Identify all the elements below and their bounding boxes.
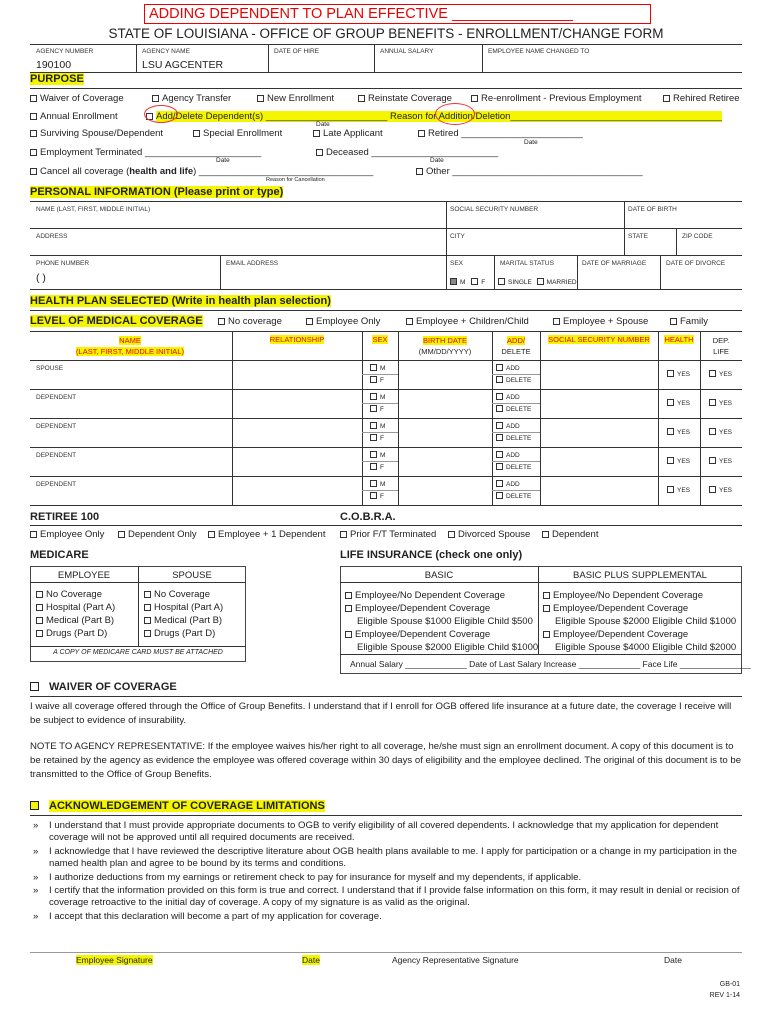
agency-name-label: AGENCY NAME: [142, 48, 190, 55]
health-yes-checkbox[interactable]: YES: [667, 457, 690, 465]
checkbox-icon[interactable]: [218, 318, 225, 325]
family-option[interactable]: Family: [670, 316, 708, 327]
checkbox-icon[interactable]: [30, 531, 37, 538]
life-salary-line[interactable]: Annual Salary _____________ Date of Last Salary Increase _____________ Face Life _______________: [350, 659, 751, 669]
personal-info-title: PERSONAL INFORMATION (Please print or type): [30, 186, 284, 198]
checkbox-icon[interactable]: [370, 364, 377, 371]
life-supp-3-sub: Eligible Spouse $4000 Eligible Child $2000: [555, 642, 737, 653]
checkbox-icon[interactable]: [416, 168, 423, 175]
date-signature-label: Date: [302, 955, 320, 965]
employment-terminated-option[interactable]: Employment Terminated ______________________: [30, 147, 261, 158]
medicare-spouse-option[interactable]: Medical (Part B): [144, 615, 222, 626]
checkbox-icon[interactable]: [670, 318, 677, 325]
purpose-title: PURPOSE: [30, 73, 84, 85]
cobra-title: C.O.B.R.A.: [340, 511, 396, 523]
col-add-header: ADD/ DELETE: [501, 336, 531, 356]
checkbox-icon[interactable]: [709, 428, 716, 435]
effective-date-banner: [144, 4, 651, 24]
checkbox-icon[interactable]: [496, 405, 503, 412]
sex-f-checkbox[interactable]: F: [370, 405, 384, 413]
dependent-row-label: DEPENDENT: [36, 452, 77, 459]
employee-name-changed-label: EMPLOYEE NAME CHANGED TO: [488, 48, 590, 55]
col-name-header: NAME (LAST, FIRST, MIDDLE INITIAL): [76, 336, 184, 356]
health-yes-checkbox[interactable]: YES: [667, 370, 690, 378]
email-label: EMAIL ADDRESS: [226, 260, 279, 267]
checkbox-icon[interactable]: [30, 113, 37, 120]
dep-life-yes-checkbox[interactable]: YES: [709, 457, 732, 465]
checkbox-icon[interactable]: [418, 130, 425, 137]
life-basic-header: BASIC: [424, 570, 454, 581]
checkbox-icon[interactable]: [543, 592, 550, 599]
life-supp-2[interactable]: Employee/Dependent Coverage: [543, 602, 736, 615]
checkbox-icon[interactable]: [543, 605, 550, 612]
checkbox-icon[interactable]: [118, 531, 125, 538]
checkbox-icon[interactable]: [709, 370, 716, 377]
medicare-spouse-option[interactable]: Hospital (Part A): [144, 602, 223, 613]
checkbox-icon[interactable]: [450, 278, 457, 285]
other-option[interactable]: Other ____________________________________: [416, 166, 643, 177]
checkbox-icon[interactable]: [370, 376, 377, 383]
deceased-option[interactable]: Deceased ________________________: [316, 147, 498, 158]
checkbox-icon[interactable]: [496, 451, 503, 458]
level-coverage-title: LEVEL OF MEDICAL COVERAGE: [30, 315, 203, 327]
medicare-note: A COPY OF MEDICARE CARD MUST BE ATTACHED: [53, 649, 223, 656]
checkbox-icon[interactable]: [471, 278, 478, 285]
add-checkbox[interactable]: ADD: [496, 422, 520, 430]
checkbox-icon[interactable]: [370, 480, 377, 487]
marital-options[interactable]: SINGLE MARRIED: [498, 278, 577, 286]
col-sex-header: SEX: [372, 335, 388, 344]
life-title: LIFE INSURANCE (check one only): [340, 549, 523, 561]
checkbox-icon[interactable]: [358, 95, 365, 102]
dependent-row-label: SPOUSE: [36, 365, 64, 372]
checkbox-icon[interactable]: [448, 531, 455, 538]
sex-f-checkbox[interactable]: F: [370, 492, 384, 500]
delete-checkbox[interactable]: DELETE: [496, 492, 531, 500]
checkbox-icon[interactable]: [193, 130, 200, 137]
date-label: Date: [216, 157, 230, 164]
dep-life-yes-checkbox[interactable]: YES: [709, 428, 732, 436]
medicare-spouse-option[interactable]: No Coverage: [144, 589, 210, 600]
ack-bullet: » I acknowledge that I have reviewed the descriptive literature about OGB health plans available to me. I apply for participation or a change in my participation in the named health plan and agree to be bound by its terms and conditions.: [30, 846, 742, 870]
checkbox-icon[interactable]: [498, 278, 505, 285]
checkbox-icon[interactable]: [36, 617, 43, 624]
col-ssn-header: SOCIAL SECURITY NUMBER: [548, 335, 650, 344]
waiver-option[interactable]: Waiver of Coverage: [30, 93, 124, 104]
checkbox-icon[interactable]: [406, 318, 413, 325]
col-relationship-header: RELATIONSHIP: [269, 335, 325, 344]
cobra-dependent[interactable]: Dependent: [542, 529, 598, 540]
checkbox-icon[interactable]: [208, 531, 215, 538]
checkbox-icon[interactable]: [30, 801, 39, 810]
checkbox-icon[interactable]: [144, 617, 151, 624]
checkbox-icon[interactable]: [542, 531, 549, 538]
add-delete-dependent-option[interactable]: Add/Delete Dependent(s) _______________________ Reason for Addition/Deletion________________________________________: [146, 111, 742, 122]
add-checkbox[interactable]: ADD: [496, 451, 520, 459]
life-supp-2-sub: Eligible Spouse $2000 Eligible Child $1000: [555, 616, 737, 627]
checkbox-icon[interactable]: [709, 457, 716, 464]
delete-checkbox[interactable]: DELETE: [496, 463, 531, 471]
checkbox-icon[interactable]: [370, 422, 377, 429]
checkbox-icon[interactable]: [30, 168, 37, 175]
life-basic-1[interactable]: Employee/No Dependent Coverage: [345, 589, 538, 602]
retiree-dependent-only[interactable]: Dependent Only: [118, 529, 197, 540]
checkbox-icon[interactable]: [257, 95, 264, 102]
dep-life-yes-checkbox[interactable]: YES: [709, 370, 732, 378]
checkbox-icon[interactable]: [667, 428, 674, 435]
checkbox-icon[interactable]: [667, 370, 674, 377]
col-health-header: HEALTH: [664, 335, 694, 344]
name-label: NAME (LAST, FIRST, MIDDLE INITIAL): [36, 206, 151, 213]
retiree-employee-only[interactable]: Employee Only: [30, 529, 104, 540]
checkbox-icon[interactable]: [36, 604, 43, 611]
checkbox-icon[interactable]: [30, 95, 37, 102]
employee-spouse-option[interactable]: Employee + Spouse: [553, 316, 648, 327]
banner-text: ADDING DEPENDENT TO PLAN EFFECTIVE _______________: [149, 6, 573, 22]
agency-rep-note: NOTE TO AGENCY REPRESENTATIVE: If the employee waives his/her right to all coverage, he/she must sign an enrollment document. A copy of this document is to be retained by the agency as evidence the employee was offered coverage within 30 days of eligibility and the employee declined. The original of this document is to be transmitted to the Office of Group Benefits.: [30, 741, 742, 780]
checkbox-icon[interactable]: [316, 149, 323, 156]
annual-salary-label: ANNUAL SALARY: [380, 48, 434, 55]
dep-life-yes-checkbox[interactable]: YES: [709, 399, 732, 407]
life-basic-2-sub: Eligible Spouse $1000 Eligible Child $500: [357, 616, 533, 627]
cobra-divorced[interactable]: Divorced Spouse: [448, 529, 530, 540]
annual-enrollment-option[interactable]: Annual Enrollment: [30, 111, 118, 122]
checkbox-icon[interactable]: [144, 604, 151, 611]
checkbox-icon[interactable]: [709, 399, 716, 406]
surviving-spouse-option[interactable]: Surviving Spouse/Dependent: [30, 128, 163, 139]
sex-m-checkbox[interactable]: M: [370, 393, 385, 401]
checkbox-icon[interactable]: [345, 592, 352, 599]
sex-f-checkbox[interactable]: F: [370, 376, 384, 384]
checkbox-icon[interactable]: [370, 434, 377, 441]
employee-children-option[interactable]: Employee + Children/Child: [406, 316, 529, 327]
employee-signature-label: Employee Signature: [76, 955, 153, 965]
checkbox-icon[interactable]: [471, 95, 478, 102]
medicare-employee-header: EMPLOYEE: [57, 570, 111, 581]
life-basic-plus-header: BASIC PLUS SUPPLEMENTAL: [573, 570, 707, 581]
date-of-hire-label: DATE OF HIRE: [274, 48, 320, 55]
form-revision: REV 1-14: [709, 992, 740, 999]
rehired-retiree-option[interactable]: Rehired Retiree: [663, 93, 740, 104]
add-checkbox[interactable]: ADD: [496, 393, 520, 401]
sex-f-checkbox[interactable]: F: [370, 434, 384, 442]
delete-checkbox[interactable]: DELETE: [496, 376, 531, 384]
form-code: GB-01: [719, 981, 740, 988]
checkbox-icon[interactable]: [370, 393, 377, 400]
life-basic-3[interactable]: Employee/Dependent Coverage: [345, 628, 538, 641]
medicare-employee-option[interactable]: No Coverage: [36, 589, 102, 600]
checkbox-icon[interactable]: [370, 451, 377, 458]
checkbox-icon[interactable]: [496, 364, 503, 371]
checkbox-icon[interactable]: [152, 95, 159, 102]
ack-title[interactable]: ACKNOWLEDGEMENT OF COVERAGE LIMITATIONS: [30, 800, 325, 812]
checkbox-icon[interactable]: [537, 278, 544, 285]
sex-options[interactable]: M F: [450, 278, 485, 286]
waiver-paragraph: I waive all coverage offered through the Office of Group Benefits. I understand that if I enroll for OGB offered life insurance at a future date, the coverage I receive will be subject to evidence of insurability.: [30, 701, 732, 726]
address-label: ADDRESS: [36, 233, 68, 240]
agency-name-value[interactable]: LSU AGCENTER: [142, 59, 224, 71]
reinstate-option[interactable]: Reinstate Coverage: [358, 93, 452, 104]
checkbox-icon[interactable]: [496, 393, 503, 400]
ack-bullet: » I certify that the information provided on this form is true and correct. I understand that if I provide false information on this form, it may result in denial or recision of coverage retroactive to the initial day of coverage. A copy of my signature is as valid as the original.: [30, 885, 742, 909]
new-enrollment-option[interactable]: New Enrollment: [257, 93, 334, 104]
checkbox-icon[interactable]: [36, 630, 43, 637]
checkbox-icon[interactable]: [667, 457, 674, 464]
medicare-employee-option[interactable]: Drugs (Part D): [36, 628, 107, 639]
red-circle-annotation: [435, 103, 475, 125]
sex-label: SEX: [450, 260, 464, 267]
reason-cancel-label: Reason for Cancellation: [266, 177, 325, 183]
checkbox-icon[interactable]: [370, 492, 377, 499]
date-label: Date: [316, 121, 330, 128]
checkbox-icon[interactable]: [543, 631, 550, 638]
sex-m-checkbox[interactable]: M: [370, 480, 385, 488]
checkbox-icon[interactable]: [144, 630, 151, 637]
checkbox-icon[interactable]: [144, 591, 151, 598]
ack-bullet: » I authorize deductions from my earnings or retirement check to pay for insurance for myself and my dependents, if applicable.: [30, 872, 742, 884]
health-plan-title: HEALTH PLAN SELECTED (Write in health plan selection): [30, 295, 331, 307]
sex-m-checkbox[interactable]: M: [370, 422, 385, 430]
agency-number-value[interactable]: 190100: [36, 59, 72, 71]
checkbox-icon[interactable]: [496, 480, 503, 487]
add-checkbox[interactable]: ADD: [496, 364, 520, 372]
life-supp-1[interactable]: Employee/No Dependent Coverage: [543, 589, 736, 602]
checkbox-icon[interactable]: [370, 405, 377, 412]
health-yes-checkbox[interactable]: YES: [667, 486, 690, 494]
date-label: Date: [430, 157, 444, 164]
form-title: STATE OF LOUISIANA - OFFICE OF GROUP BENEFITS - ENROLLMENT/CHANGE FORM: [108, 26, 664, 41]
state-label: STATE: [628, 233, 648, 240]
sex-m-checkbox[interactable]: M: [370, 364, 385, 372]
dom-label: DATE OF MARRIAGE: [582, 260, 647, 267]
late-applicant-option[interactable]: Late Applicant: [313, 128, 383, 139]
col-birth-header: BIRTH DATE (MM/DD/YYYY): [418, 336, 472, 356]
cobra-prior[interactable]: Prior F/T Terminated: [340, 529, 436, 540]
medicare-spouse-header: SPOUSE: [172, 570, 212, 581]
checkbox-icon[interactable]: [496, 422, 503, 429]
checkbox-icon[interactable]: [667, 399, 674, 406]
cancel-coverage-option[interactable]: Cancel all coverage (health and life) _________________________________: [30, 166, 373, 177]
delete-checkbox[interactable]: DELETE: [496, 434, 531, 442]
checkbox-icon[interactable]: [30, 682, 39, 691]
retiree-title: RETIREE 100: [30, 511, 100, 523]
reenrollment-option[interactable]: Re-enrollment - Previous Employment: [471, 93, 642, 104]
special-enrollment-option[interactable]: Special Enrollment: [193, 128, 282, 139]
dependent-row-label: DEPENDENT: [36, 423, 77, 430]
checkbox-icon[interactable]: [496, 492, 503, 499]
dependent-row-label: DEPENDENT: [36, 481, 77, 488]
zip-label: ZIP CODE: [682, 233, 713, 240]
checkbox-icon[interactable]: [667, 486, 674, 493]
life-basic-2[interactable]: Employee/Dependent Coverage: [345, 602, 538, 615]
checkbox-icon[interactable]: [306, 318, 313, 325]
life-supp-3[interactable]: Employee/Dependent Coverage: [543, 628, 736, 641]
city-label: CITY: [450, 233, 465, 240]
life-basic-options: [345, 589, 538, 654]
life-basic-3-sub: Eligible Spouse $2000 Eligible Child $1000: [357, 642, 539, 653]
agency-rep-signature-label: Agency Representative Signature: [392, 955, 519, 965]
agency-date-label: Date: [664, 955, 682, 965]
dod-label: DATE OF DIVORCE: [666, 260, 726, 267]
life-supplemental-options: [543, 589, 736, 654]
checkbox-icon[interactable]: [496, 376, 503, 383]
checkbox-icon[interactable]: [345, 631, 352, 638]
medicare-employee-option[interactable]: Medical (Part B): [36, 615, 114, 626]
medicare-employee-option[interactable]: Hospital (Part A): [36, 602, 115, 613]
checkbox-icon[interactable]: [340, 531, 347, 538]
retiree-emp-plus-one[interactable]: Employee + 1 Dependent: [208, 529, 325, 540]
checkbox-icon[interactable]: [663, 95, 670, 102]
no-coverage-option[interactable]: No coverage: [218, 316, 282, 327]
dep-life-yes-checkbox[interactable]: YES: [709, 486, 732, 494]
checkbox-icon[interactable]: [709, 486, 716, 493]
marital-label: MARITAL STATUS: [500, 260, 554, 267]
agency-transfer-option[interactable]: Agency Transfer: [152, 93, 231, 104]
checkbox-icon[interactable]: [36, 591, 43, 598]
agency-number-label: AGENCY NUMBER: [36, 48, 94, 55]
checkbox-icon[interactable]: [30, 130, 37, 137]
phone-area-code[interactable]: ( ): [36, 272, 46, 284]
health-yes-checkbox[interactable]: YES: [667, 399, 690, 407]
medicare-title: MEDICARE: [30, 549, 89, 561]
sex-f-checkbox[interactable]: F: [370, 463, 384, 471]
checkbox-icon[interactable]: [496, 463, 503, 470]
checkbox-icon[interactable]: [496, 434, 503, 441]
medicare-spouse-option[interactable]: Drugs (Part D): [144, 628, 215, 639]
date-label: Date: [524, 139, 538, 146]
red-circle-annotation: [144, 105, 178, 123]
ssn-label: SOCIAL SECURITY NUMBER: [450, 206, 539, 213]
employee-only-option[interactable]: Employee Only: [306, 316, 380, 327]
dob-label: DATE OF BIRTH: [628, 206, 677, 213]
phone-label: PHONE NUMBER: [36, 260, 90, 267]
col-dep-life-header: DEP. LIFE: [712, 336, 730, 356]
sex-m-checkbox[interactable]: M: [370, 451, 385, 459]
ack-bullet: » I understand that I must provide appropriate documents to OGB to verify eligibility of all covered dependents. I acknowledge that my application for dependent coverage will not be approved until all required documents are received.: [30, 820, 742, 844]
ack-bullet: » I accept that this declaration will become a part of my application for coverage.: [30, 911, 742, 923]
checkbox-icon[interactable]: [370, 463, 377, 470]
checkbox-icon[interactable]: [313, 130, 320, 137]
checkbox-icon[interactable]: [345, 605, 352, 612]
dependent-row-label: DEPENDENT: [36, 394, 77, 401]
waiver-title[interactable]: WAIVER OF COVERAGE: [30, 681, 177, 693]
delete-checkbox[interactable]: DELETE: [496, 405, 531, 413]
checkbox-icon[interactable]: [553, 318, 560, 325]
form-number: [690, 979, 740, 1001]
checkbox-icon[interactable]: [30, 149, 37, 156]
add-checkbox[interactable]: ADD: [496, 480, 520, 488]
retired-option[interactable]: Retired _______________________: [418, 128, 583, 139]
health-yes-checkbox[interactable]: YES: [667, 428, 690, 436]
